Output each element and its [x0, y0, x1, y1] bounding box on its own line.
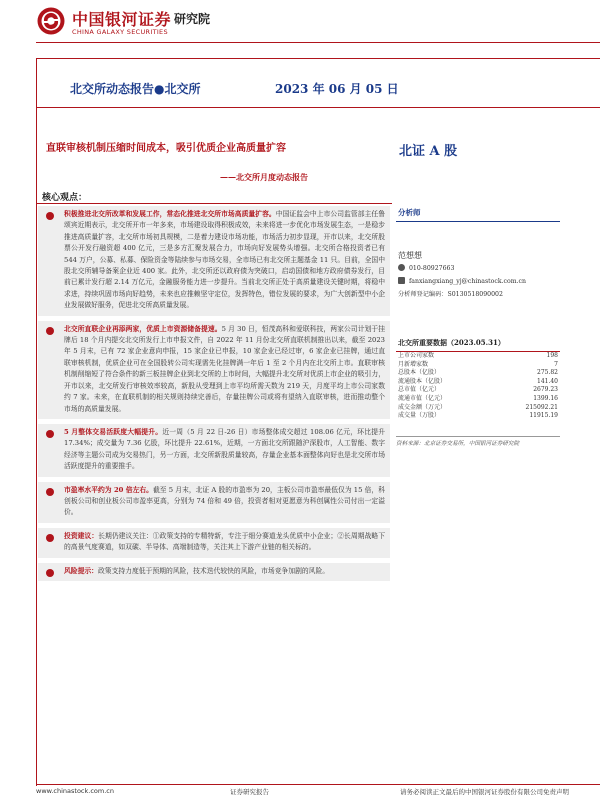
analyst-info — [396, 222, 560, 334]
bullet-icon — [46, 534, 54, 542]
analyst-phone: 010-80927663 — [409, 265, 455, 272]
core-point-text — [64, 209, 385, 312]
core-point-text — [64, 531, 385, 554]
core-point-body: 截至 5 月末，北证 A 股的市盈率为 20，主板公司市盈率最低仅为 15 倍，科创板公司和创业板公司市盈率更高，分别为 74 倍和 49 倍，投资者相对更愿意为科创属性公司付出一定溢价。 — [64, 485, 385, 517]
footer-website-link[interactable]: www.chinastock.com.cn — [36, 787, 114, 795]
table-row — [396, 361, 560, 370]
table-cell-label: 总市值（亿元） — [398, 386, 441, 394]
footer-divider — [36, 784, 600, 785]
table-row — [396, 412, 560, 421]
page-header — [0, 0, 600, 44]
core-point — [38, 206, 390, 316]
brand-name-en: CHINA GALAXY SECURITIES — [72, 28, 168, 36]
header-separator — [36, 107, 600, 108]
analyst-name: 范想想 — [398, 251, 422, 260]
core-point-body: 长期仍建议关注：①政策支持的专精特新，专注于细分赛道龙头优质中小企业；②长周期战略下的高景气度赛道，如双碳、半导体、高端制造等，关注其上下游产业链的相关标的。 — [64, 531, 386, 552]
core-point-lead: 5 月整体交易活跃度大幅提升。 — [64, 427, 163, 436]
galaxy-logo-icon — [36, 6, 66, 36]
brand-institute: 研究院 — [174, 12, 211, 26]
core-point — [38, 528, 390, 558]
table-cell-label: 上市公司家数 — [398, 352, 435, 359]
table-cell-label: 总股本（亿股） — [398, 369, 441, 377]
core-point-lead: 北交所直联企业再添两家，优质上市资源储备提速。 — [64, 324, 222, 333]
core-point-body: 中国证监会中上市公司监管部主任鲁颂宾近期表示，北交所开市一年多来，市场建设取得积极成效，未来将进一步优化市场发展生态，一是稳步推进高质量扩容，北交所市场初具规模，二是着力建设市场功能，市场活力初步显现，开市以来，北交所股票公开发行融资超 400 亿元，三是多方汇聚发展合力，市场向好发展势头增强。北交所合格投资者已有 544 万户，公募、私募、保险资金等陆续参与市场交易，全市场已有北交所主题基金 11 只。目前，全国中股北交所辅导备案企业近 400 家。此外，北交所还以政府债为突破口，启动国债和地方政府债券发行，目前已累计发行超 2.14 万亿元，金融服务能力进一步提升。当前北交所正处于高质量建设关键时期，将稳中求进，持续巩固市场向好趋势，未来也应推赖坚守定位，发挥特色，错位发展的要求，为广大创新型中小企业发展做好服务，促进北交所高质量发展。 — [64, 210, 386, 310]
bullet-icon — [46, 327, 54, 335]
table-cell-value: 1399.16 — [533, 394, 558, 402]
table-row — [396, 352, 560, 361]
email-icon — [398, 277, 405, 284]
index-name: 北证 A 股 — [399, 144, 458, 159]
bullet-icon — [46, 212, 54, 220]
core-point — [38, 321, 390, 419]
table-cell-label: 成交量（万股） — [398, 412, 441, 420]
registration-label: 分析师登记编码： — [398, 291, 448, 298]
table-cell-label: 流通市值（亿元） — [398, 394, 447, 402]
header-divider — [36, 42, 600, 43]
bullet-icon — [46, 488, 54, 496]
core-point-text — [64, 485, 385, 519]
report-subtitle: ——北交所月度动态报告 — [220, 172, 308, 182]
analyst-phone-row — [398, 264, 454, 272]
core-views-title: 核心观点： — [42, 193, 88, 203]
core-divider — [36, 203, 392, 204]
table-cell-label: 流通股本（亿股） — [398, 377, 447, 385]
data-source-note: 资料来源：北京证券交易所，中国银河证券研究院 — [396, 436, 560, 449]
table-cell-label: 月新增家数 — [398, 360, 429, 368]
table-cell-value: 198 — [546, 352, 558, 359]
core-point-body: 政策支持力度低于预期的风险，技术迭代较快的风险，市场竞争加剧的风险。 — [97, 566, 330, 575]
core-point-lead: 风险提示： — [64, 566, 98, 575]
phone-icon — [398, 264, 405, 271]
analyst-email[interactable]: fanxiangxiang_yj@chinastock.com.cn — [409, 278, 527, 285]
registration-code: S0130518090002 — [447, 291, 503, 298]
core-point-lead: 积极推进北交所改革和发展工作，常态化推进北交所市场高质量扩容。 — [64, 210, 276, 218]
core-point-text — [64, 324, 385, 415]
footer-report-label: 证券研究报告 — [230, 788, 269, 796]
report-type: 北交所动态报告●北交所 — [70, 82, 201, 96]
report-date: 2023 年 06 月 05 日 — [275, 82, 399, 96]
core-views — [38, 206, 390, 586]
core-point-text — [64, 566, 385, 577]
market-data-table — [396, 352, 560, 421]
core-point — [38, 482, 390, 523]
analyst-title: 分析师 — [396, 203, 560, 222]
market-data-title: 北交所重要数据（2023.05.31） — [396, 336, 560, 352]
footer-disclaimer: 请务必阅读正文最后的中国银河证券股份有限公司免责声明 — [400, 788, 569, 796]
core-point-body: 5 月 30 日，恒茂高科和爱联科技，两家公司计划于挂牌后 18 个月内提交北交所发行上市申报文件，自 2022 年 11 月份北交所直联机制推出以来，截至 2023 年 5 月末，已有 72 家企业意向申报，15 家企业已申报，10 家企业已经过审，6 家企业已挂牌，通过直联审核机制，优质企业可在全国股转公司实现需先化挂牌满一年后 1 至 2 个月内在北交所上市。直联审核机制削缩短了符合条件的新三板挂牌企业到北交所的上市时间，大幅提升北交所对优质上市企业的吸引力，开市以来，北交所发行审核效率较高，新股从受理到上市平均所需天数为 219 天，月度平均上市公司家数约 7 家。未来，在直联机制的相关规则持续完善后，存量挂牌公司或将有望纳入直联审核，进而推动整个市场的高质量发展。 — [64, 324, 385, 413]
table-cell-value: 11915.19 — [529, 412, 558, 420]
analyst-registration-row — [398, 289, 503, 298]
core-point — [38, 424, 390, 477]
report-title: 直联审核机制压缩时间成本，吸引优质企业高质量扩容 — [46, 143, 286, 154]
table-cell-value: 275.82 — [537, 369, 558, 377]
table-cell-value: 215092.21 — [525, 403, 558, 411]
brand-name: 中国银河证券 — [72, 10, 172, 29]
analyst-email-row — [398, 277, 526, 285]
bullet-icon — [46, 569, 54, 577]
analyst-panel — [396, 203, 560, 334]
table-row — [396, 386, 560, 395]
table-row — [396, 369, 560, 378]
table-cell-value: 2679.23 — [533, 386, 558, 394]
bullet-icon — [46, 430, 54, 438]
table-cell-value: 141.40 — [537, 377, 558, 385]
table-row — [396, 404, 560, 413]
table-row — [396, 395, 560, 404]
core-point-body: 近一周（5 月 22 日-26 日）市场整体成交超过 108.06 亿元，环比提升 17.34%；成交量为 7.36 亿股，环比提升 22.61%，近期，一方面北交所跟随沪深股市，人工智能、数字经济等主题公司成为交易热门，另一方面，北交所新股质量较高，存量企业基本面整体向好也是北交所市场活跃度提升的重要推手。 — [64, 427, 385, 471]
core-point — [38, 563, 390, 581]
table-cell-label: 成交金额（万元） — [398, 403, 447, 411]
core-point-lead: 市盈率水平约为 20 倍左右。 — [64, 485, 153, 494]
core-point-lead: 投资建议： — [64, 531, 99, 540]
core-point-text — [64, 427, 385, 473]
table-cell-value: 7 — [554, 360, 558, 368]
